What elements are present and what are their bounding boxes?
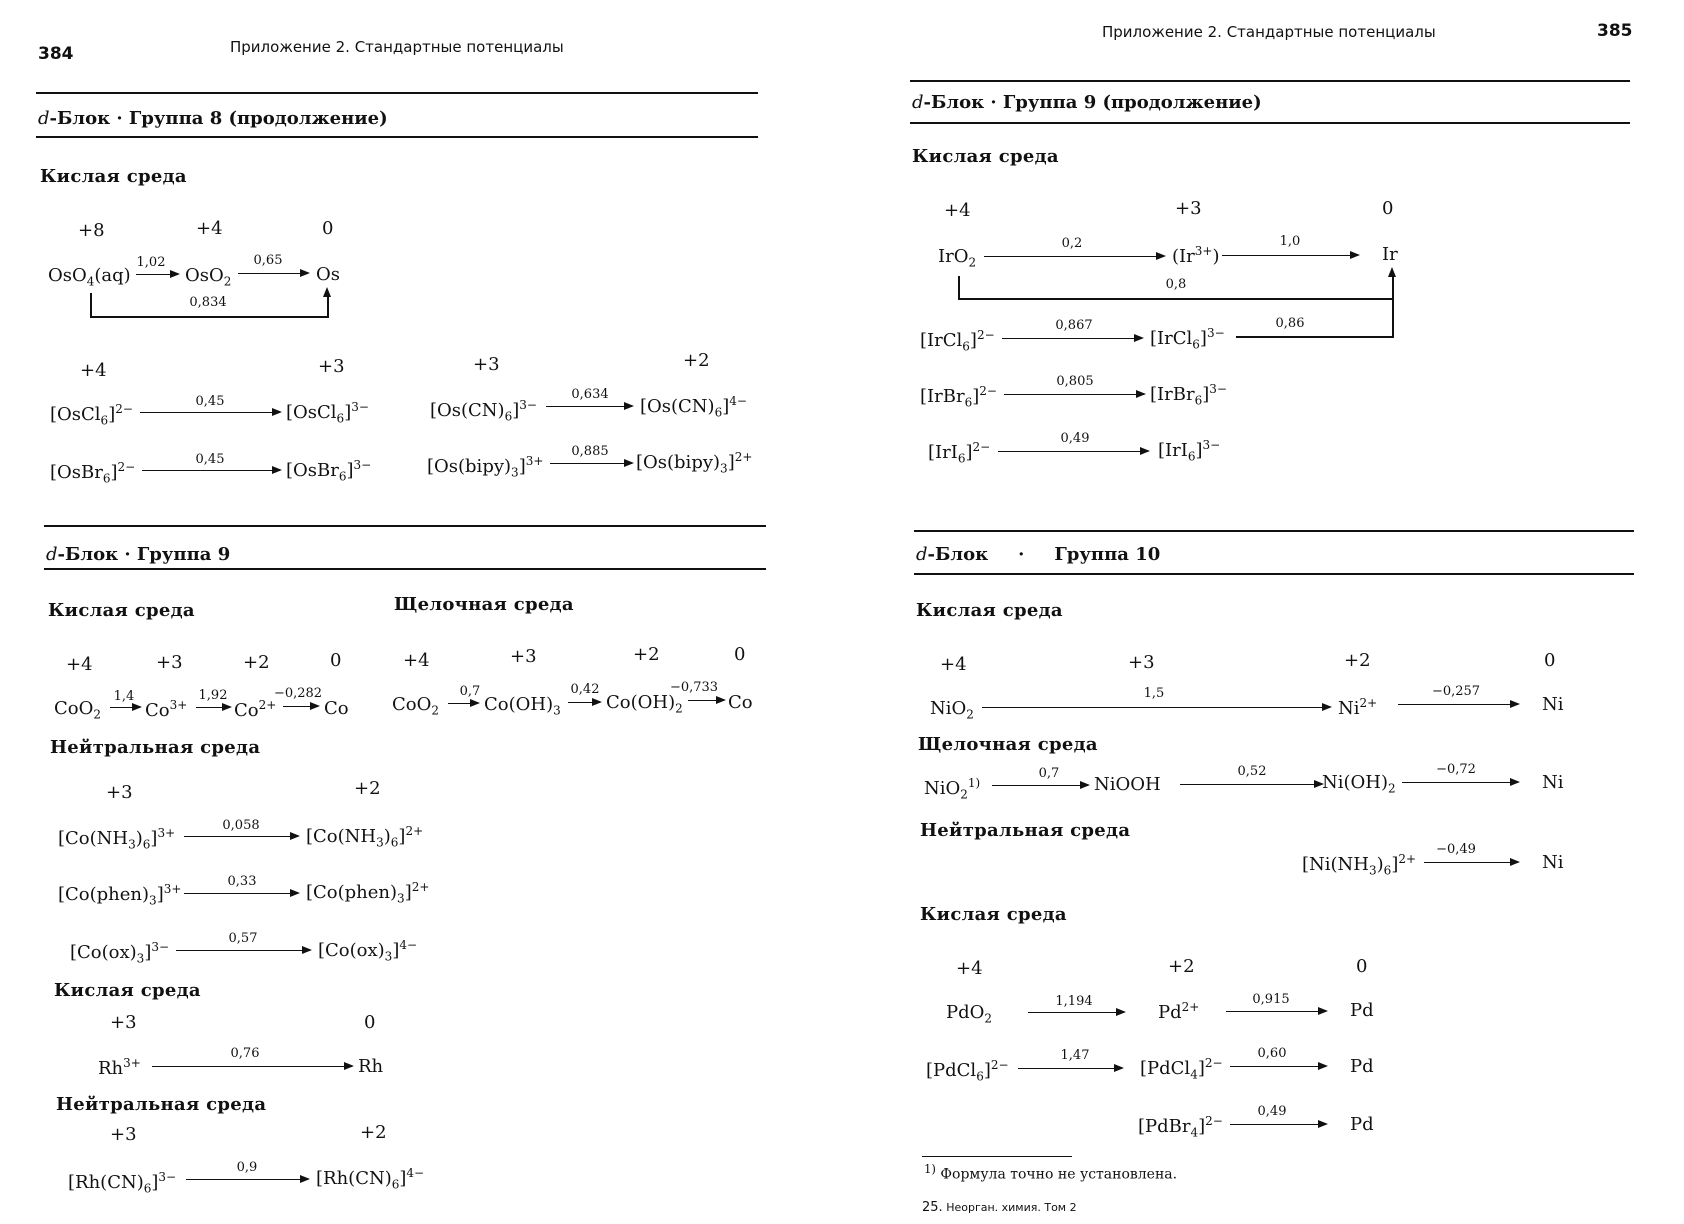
- species: $Ni(OH)_2$: [1322, 772, 1396, 796]
- species: PdO$_2$: [946, 1002, 993, 1026]
- ox-state: 0: [1544, 650, 1556, 671]
- species: NiO$_2^{1)}$: [924, 776, 981, 802]
- ox-state: +4: [940, 654, 967, 675]
- ox-state: +4: [944, 200, 971, 221]
- arrow: [1226, 1011, 1326, 1012]
- species: $Co^{2+}$: [234, 698, 277, 721]
- medium-label-neutral: Нейтральная среда: [50, 737, 261, 758]
- ox-state: +4: [66, 654, 93, 675]
- section-title-group10: d-Блок · Группа 10: [916, 544, 1161, 565]
- ox-state: 0: [1356, 956, 1368, 977]
- ox-state: +2: [633, 644, 660, 665]
- ox-state: 0: [1382, 198, 1394, 219]
- species: Rh: [358, 1056, 384, 1077]
- species: $[Rh(CN)_6]^{4-}$: [316, 1166, 425, 1192]
- section-rule-bottom: [44, 568, 766, 570]
- section-title-group8: d-Блок · Группа 8 (продолжение): [38, 108, 388, 129]
- medium-label-neutral: Нейтральная среда: [56, 1094, 267, 1115]
- ox-state: +2: [1168, 956, 1195, 977]
- species: Ni: [1542, 852, 1564, 873]
- footnote: $^{1)}$ Формула точно не установлена.: [924, 1162, 1178, 1183]
- arrow: [992, 785, 1088, 786]
- potential-value: 0,45: [195, 452, 225, 467]
- species: $Co^{3+}$: [145, 698, 188, 721]
- potential-value: 1,47: [1060, 1048, 1090, 1063]
- arrow: [1004, 394, 1144, 395]
- bypass-line: [1392, 276, 1394, 338]
- arrow: [1230, 1066, 1326, 1067]
- ox-state: +3: [473, 354, 500, 375]
- species: CoO$_2$: [54, 698, 102, 722]
- medium-label-alkaline: Щелочная среда: [918, 734, 1098, 755]
- medium-label-acid: Кислая среда: [916, 600, 1063, 621]
- species: IrO$_2$: [938, 246, 977, 270]
- species: $Co(OH)_3$: [484, 694, 561, 718]
- bypass-line: [90, 293, 92, 317]
- arrow: [196, 707, 230, 708]
- species: $[Co(phen)_3]^{3+}$: [58, 882, 182, 908]
- arrow: [1398, 704, 1518, 705]
- potential-value: 0,76: [230, 1046, 260, 1061]
- bypass-line: [90, 316, 328, 318]
- ox-state: 0: [734, 644, 746, 665]
- section-rule-top: [910, 80, 1630, 82]
- potential-value: −0,257: [1431, 684, 1481, 699]
- species: $[Os(CN)_6]^{4-}$: [640, 394, 747, 420]
- bypass-line: [958, 298, 1394, 300]
- potential-value: 0,8: [1165, 277, 1187, 292]
- section-rule-top: [36, 92, 758, 94]
- arrow: [546, 406, 632, 407]
- arrow: [152, 1066, 352, 1067]
- ox-state: 0: [322, 218, 334, 239]
- potential-value: 0,65: [253, 253, 283, 268]
- medium-label-acid: Кислая среда: [920, 904, 1067, 925]
- ox-state: 0: [330, 650, 342, 671]
- arrow: [136, 274, 178, 275]
- species: NiO$_2$: [930, 698, 974, 722]
- potential-value: 0,33: [227, 874, 257, 889]
- potential-value: 1,0: [1279, 234, 1301, 249]
- arrow: [1018, 1068, 1122, 1069]
- section-rule-bottom: [910, 122, 1630, 124]
- medium-label-acid: Кислая среда: [54, 980, 201, 1001]
- potential-value: 0,52: [1237, 764, 1267, 779]
- arrow: [982, 707, 1330, 708]
- species: $[IrI_6]^{2-}$: [928, 440, 991, 466]
- ox-state: +3: [110, 1124, 137, 1145]
- potential-value: 1,194: [1055, 994, 1093, 1009]
- arrow: [984, 256, 1164, 257]
- potential-value: 0,915: [1252, 992, 1290, 1007]
- arrow: [184, 893, 298, 894]
- potential-value: 0,60: [1257, 1046, 1287, 1061]
- potential-value: 1,92: [198, 688, 228, 703]
- arrow: [568, 702, 600, 703]
- ox-state: +3: [110, 1012, 137, 1033]
- medium-label-neutral: Нейтральная среда: [920, 820, 1131, 841]
- species: Ir: [1382, 244, 1398, 265]
- species: Ni: [1542, 772, 1564, 793]
- species: $[Co(NH_3)_6]^{3+}$: [58, 826, 176, 852]
- species: Pd: [1350, 1114, 1374, 1135]
- connector-line: [1236, 336, 1393, 338]
- species: [PdBr$_4$]$^{2-}$: [1138, 1114, 1223, 1140]
- ox-state: +3: [1175, 198, 1202, 219]
- species: $[Co(ox)_3]^{4-}$: [318, 938, 418, 964]
- medium-label-acid: Кислая среда: [912, 146, 1059, 167]
- potential-value: 0,7: [1038, 766, 1060, 781]
- bypass-line: [958, 276, 960, 299]
- ox-state: +3: [510, 646, 537, 667]
- arrow: [186, 1179, 308, 1180]
- species: $[Os(bipy)_3]^{3+}$: [427, 454, 544, 480]
- medium-label-acid: Кислая среда: [48, 600, 195, 621]
- species: $Pd^{2+}$: [1158, 1000, 1200, 1023]
- potential-value: −0,49: [1436, 842, 1476, 857]
- bypass-arrowhead: [1388, 267, 1396, 277]
- species: $[Rh(CN)_6]^{3-}$: [68, 1170, 177, 1196]
- footnote-rule: [922, 1156, 1072, 1157]
- potential-value: 0,885: [571, 444, 609, 459]
- arrow: [1402, 782, 1518, 783]
- species: $(Ir^{3+})$: [1172, 244, 1220, 267]
- potential-value: 0,634: [571, 387, 609, 402]
- ox-state: +4: [956, 958, 983, 979]
- ox-state: +2: [354, 778, 381, 799]
- ox-state: +2: [360, 1122, 387, 1143]
- species: OsO$_4$(aq): [48, 265, 131, 289]
- potential-value: 0,9: [236, 1160, 258, 1175]
- potential-value: 0,49: [1060, 431, 1090, 446]
- species: CoO$_2$: [392, 694, 440, 718]
- ox-state: +3: [106, 782, 133, 803]
- running-head: Приложение 2. Стандартные потенциалы: [230, 38, 564, 56]
- potential-value: 0,834: [189, 295, 227, 310]
- arrow: [140, 412, 280, 413]
- ox-state: +2: [683, 350, 710, 371]
- potential-value: 0,7: [459, 684, 481, 699]
- species: Co: [324, 698, 349, 719]
- species: [IrBr$_6$]$^{2-}$: [920, 384, 997, 410]
- ox-state: +4: [403, 650, 430, 671]
- potential-value: 0,49: [1257, 1104, 1287, 1119]
- species: [IrBr$_6$]$^{3-}$: [1150, 382, 1227, 408]
- potential-value: 1,4: [113, 689, 135, 704]
- species: [OsBr$_6$]$^{2-}$: [50, 460, 136, 486]
- species: $[Co(NH_3)_6]^{2+}$: [306, 824, 424, 850]
- species: [IrCl$_6$]$^{2-}$: [920, 328, 995, 354]
- potential-value: −0,733: [669, 680, 719, 695]
- medium-label-acid: Кислая среда: [40, 166, 187, 187]
- potential-value: 0,805: [1056, 374, 1094, 389]
- section-rule-bottom: [36, 136, 758, 138]
- ox-state: +2: [1344, 650, 1371, 671]
- arrow: [1002, 338, 1142, 339]
- arrow: [688, 700, 724, 701]
- ox-state: +4: [196, 218, 223, 239]
- potential-value: 0,45: [195, 394, 225, 409]
- ox-state: +4: [80, 360, 107, 381]
- species: Pd: [1350, 1056, 1374, 1077]
- species: $[Co(ox)_3]^{3-}$: [70, 940, 170, 966]
- bypass-arrowhead: [323, 287, 331, 297]
- arrow: [283, 706, 318, 707]
- section-rule-top: [44, 525, 766, 527]
- species: $[IrI_6]^{3-}$: [1158, 438, 1221, 464]
- species: [IrCl$_6$]$^{3-}$: [1150, 326, 1225, 352]
- arrow: [238, 273, 308, 274]
- potential-value: 0,86: [1275, 316, 1305, 331]
- ox-state: +3: [318, 356, 345, 377]
- arrow: [110, 707, 140, 708]
- arrow: [142, 470, 280, 471]
- species: [PdCl$_4$]$^{2-}$: [1140, 1056, 1223, 1082]
- species: $[Co(phen)_3]^{2+}$: [306, 880, 430, 906]
- potential-value: 0,42: [570, 682, 600, 697]
- page-number: 384: [38, 44, 74, 64]
- section-rule-top: [914, 530, 1634, 532]
- section-title-group9-cont: d-Блок · Группа 9 (продолжение): [912, 92, 1262, 113]
- ox-state: +2: [243, 652, 270, 673]
- arrow: [550, 463, 632, 464]
- species: Pd: [1350, 1000, 1374, 1021]
- ox-state: +3: [1128, 652, 1155, 673]
- arrow: [448, 703, 478, 704]
- species: $[Os(CN)_6]^{3-}$: [430, 398, 537, 424]
- right-page: [842, 0, 1684, 1224]
- potential-value: 0,058: [222, 818, 260, 833]
- species: Co: [728, 692, 753, 713]
- species: [OsBr$_6$]$^{3-}$: [286, 458, 372, 484]
- potential-value: 1,02: [136, 255, 166, 270]
- arrow: [176, 950, 310, 951]
- species: $[Os(bipy)_3]^{2+}$: [636, 450, 753, 476]
- species: Ni: [1542, 694, 1564, 715]
- arrow: [998, 451, 1148, 452]
- ox-state: +8: [78, 220, 105, 241]
- species: OsO$_2$: [185, 265, 232, 289]
- section-rule-bottom: [914, 573, 1634, 575]
- species: [PdCl$_6$]$^{2-}$: [926, 1058, 1009, 1084]
- running-head: Приложение 2. Стандартные потенциалы: [1102, 23, 1436, 41]
- species: Os: [316, 264, 340, 285]
- potential-value: −0,72: [1436, 762, 1476, 777]
- species: [OsCl$_6$]$^{2-}$: [50, 402, 133, 428]
- arrow: [1028, 1012, 1124, 1013]
- printer-signature: 25. Неорган. химия. Том 2: [922, 1200, 1077, 1215]
- potential-value: 0,2: [1061, 236, 1083, 251]
- species: $Rh^{3+}$: [98, 1056, 141, 1079]
- species: $Ni^{2+}$: [1338, 696, 1378, 719]
- species: $Co(OH)_2$: [606, 692, 683, 716]
- page-number: 385: [1597, 21, 1633, 41]
- ox-state: 0: [364, 1012, 376, 1033]
- section-title-group9: d-Блок · Группа 9: [46, 544, 231, 565]
- potential-value: 0,57: [228, 931, 258, 946]
- arrow: [184, 836, 298, 837]
- potential-value: −0,282: [273, 686, 323, 701]
- potential-value: 1,5: [1143, 686, 1165, 701]
- potential-value: 0,867: [1055, 318, 1093, 333]
- medium-label-alkaline: Щелочная среда: [394, 594, 574, 615]
- species: [OsCl$_6$]$^{3-}$: [286, 400, 369, 426]
- species: NiOOH: [1094, 774, 1161, 795]
- arrow: [1230, 1124, 1326, 1125]
- arrow: [1180, 784, 1322, 785]
- arrow: [1424, 862, 1518, 863]
- arrow: [1222, 255, 1358, 256]
- bypass-line: [327, 296, 329, 318]
- ox-state: +3: [156, 652, 183, 673]
- species: $[Ni(NH_3)_6]^{2+}$: [1302, 852, 1417, 878]
